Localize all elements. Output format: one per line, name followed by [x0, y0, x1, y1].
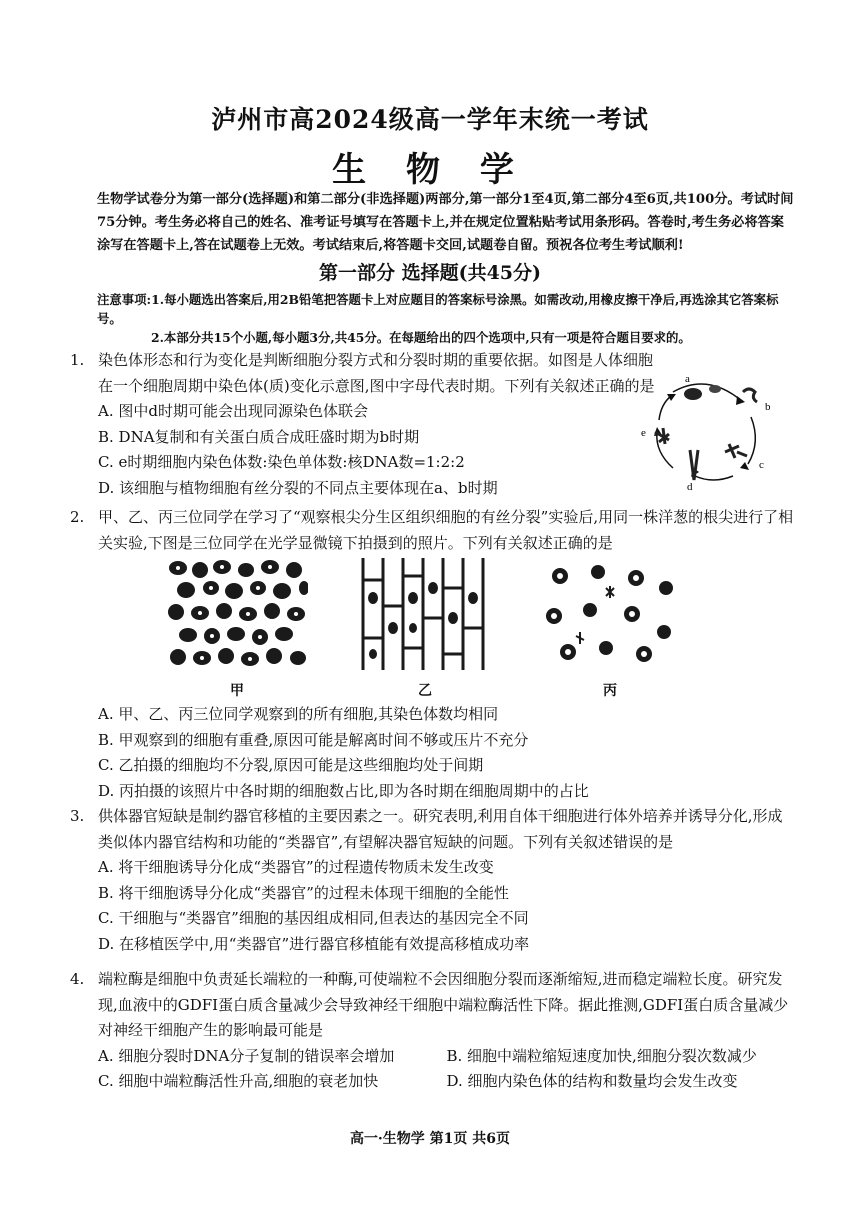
question-2 [70, 505, 795, 556]
label-bing: 丙 [603, 683, 617, 699]
micrograph-bing [540, 558, 680, 670]
option-c: C. 细胞中端粒酶活性升高,细胞的衰老加快 [98, 1072, 379, 1090]
cycle-arrow-ab [673, 384, 743, 402]
label-d: d [687, 481, 693, 492]
option-c: C. 乙拍摄的细胞均不分裂,原因可能是这些细胞均处于间期 [98, 756, 484, 774]
question-stem: 端粒酶是细胞中负责延长端粒的一种酶,可使端粒不会因细胞分裂而逐渐缩短,进而稳定端粒长度。研究发现,血液中的GDFI蛋白质含量减少会导致神经干细胞中端粒酶活性下降。据此推测,GDFI蛋白质含量减少对神经干细胞产生的影响最可能是 [98, 970, 789, 1039]
chromosome-d [690, 450, 698, 480]
label-yi: 乙 [418, 683, 432, 699]
label-a: a [685, 373, 690, 385]
chromosome-b [743, 389, 757, 402]
option-d: D. 在移植医学中,用“类器官”进行器官移植能有效提高移植成功率 [98, 934, 530, 953]
option-a: A. 细胞分裂时DNA分子复制的错误率会增加 [98, 1046, 395, 1065]
option-c: C. 干细胞与“类器官”细胞的基因组成相同,但表达的基因完全不同 [98, 909, 529, 927]
chromosome-c [725, 444, 747, 458]
page-footer: 高一·生物学 第1页 共6页 [349, 1131, 511, 1147]
chromosome-a [684, 385, 721, 400]
option-b: B. 细胞中端粒缩短速度加快,细胞分裂次数减少 [446, 1046, 757, 1065]
question-4 [70, 967, 795, 1095]
micrograph-jia [166, 558, 308, 670]
question-number: 4. [70, 970, 85, 988]
question-number: 1. [70, 351, 85, 369]
exam-title: 泸州市高2024级高一学年末统一考试 [211, 105, 649, 134]
option-d: D. 细胞内染色体的结构和数量均会发生改变 [446, 1072, 738, 1090]
option-b: B. 甲观察到的细胞有重叠,原因可能是解离时间不够或压片不充分 [98, 730, 529, 749]
question-2-options [70, 702, 795, 804]
option-d: D. 该细胞与植物细胞有丝分裂的不同点主要体现在a、b时期 [98, 478, 498, 497]
options-row-1 [98, 1044, 795, 1070]
chromosome-cycle-figure [633, 372, 783, 492]
option-c: C. e时期细胞内染色体数:染色单体数:核DNA数=1:2:2 [98, 453, 465, 471]
label-c: c [759, 459, 764, 471]
option-b: B. DNA复制和有关蛋白质合成旺盛时期为b时期 [98, 427, 420, 446]
note-2: 2.本部分共15个小题,每小题3分,共45分。在每题给出的四个选项中,只有一项是符合题目要求的。 [151, 330, 691, 345]
exam-intro: 生物学试卷分为第一部分(选择题)和第二部分(非选择题)两部分,第一部分1至4页,第二部分4至6页,共100分。考试时间75分钟。考生务必将自己的姓名、准考证号填写在答题卡上,并在规定位置粘贴考试用条形码。答卷时,考生务必将答案涂写在答题卡上,答在试题卷上无效。考试结束后,将答题卡交回,试题卷自留。预祝各位考生考试顺利! [97, 192, 794, 253]
option-a: A. 甲、乙、丙三位同学观察到的所有细胞,其染色体数均相同 [98, 705, 499, 723]
cycle-arrow-ea [659, 396, 671, 420]
cycle-arrow-bc [748, 417, 755, 464]
subject-title: 生 物 学 [332, 150, 528, 190]
note-1: 注意事项:1.每小题选出答案后,用2B铅笔把答题卡上对应题目的答案标号涂黑。如需改动,用橡皮擦干净后,再选涂其它答案标号。 [97, 292, 779, 326]
option-b: B. 将干细胞诱导分化成“类器官”的过程未体现干细胞的全能性 [98, 883, 509, 902]
option-a: A. 图中d时期可能会出现同源染色体联会 [98, 402, 368, 420]
cycle-arrow-cd [695, 476, 733, 480]
question-stem: 供体器官短缺是制约器官移植的主要因素之一。研究表明,利用自体干细胞进行体外培养并诱导分化,形成类似体内器官结构和功能的“类器官”,有望解决器官短缺的问题。下列有关叙述错误的是 [98, 807, 783, 851]
part1-title: 第一部分 选择题(共45分) [318, 262, 542, 284]
option-a: A. 将干细胞诱导分化成“类器官”的过程遗传物质未发生改变 [98, 858, 494, 876]
option-d: D. 丙拍摄的该照片中各时期的细胞数占比,即为各时期在细胞周期中的占比 [98, 781, 589, 800]
label-b: b [765, 401, 771, 413]
label-jia: 甲 [230, 683, 244, 699]
question-number: 2. [70, 508, 85, 526]
label-e: e [641, 427, 646, 439]
question-stem: 甲、乙、丙三位同学在学习了“观察根尖分生区组织细胞的有丝分裂”实验后,用同一株洋葱的根尖进行了相关实验,下图是三位同学在光学显微镜下拍摄到的照片。下列有关叙述正确的是 [98, 508, 794, 552]
question-3 [70, 804, 795, 957]
question-number: 3. [70, 807, 85, 825]
question-stem: 染色体形态和行为变化是判断细胞分裂方式和分裂时期的重要依据。如图是人体细胞在一个细胞周期中染色体(质)变化示意图,图中字母代表时期。下列有关叙述正确的是 [98, 351, 655, 395]
micrograph-yi [355, 558, 495, 670]
part1-notes [97, 290, 802, 347]
options-row-2 [98, 1069, 795, 1095]
